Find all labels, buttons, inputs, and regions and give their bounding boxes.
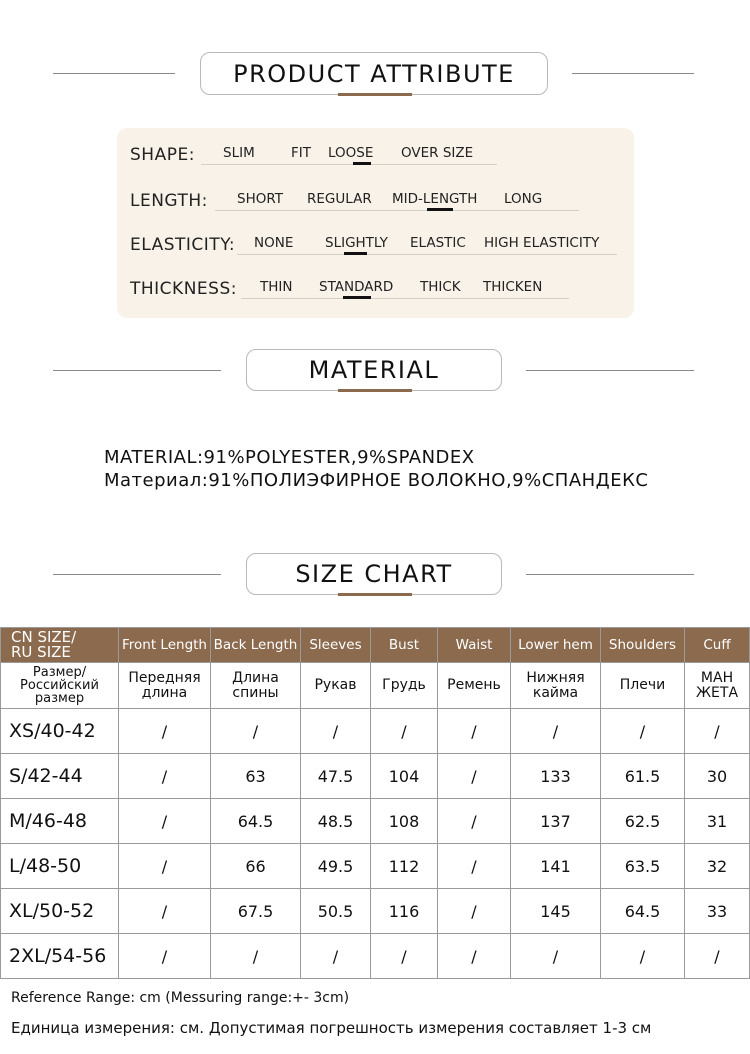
column-header: Sleeves xyxy=(301,628,371,663)
measurement-cell: 30 xyxy=(685,754,750,799)
measurement-cell: / xyxy=(119,934,211,979)
column-header: Cuff xyxy=(685,628,750,663)
attribute-label: SHAPE: xyxy=(130,145,195,165)
column-header: CN SIZE/ RU SIZE xyxy=(1,628,119,663)
attribute-option: SLIM xyxy=(223,145,255,161)
measurement-cell: / xyxy=(211,934,301,979)
reference-note-ru: Единица измерения: см. Допустимая погрешность измерения составляет 1-3 см xyxy=(11,1019,652,1037)
measurement-cell: 112 xyxy=(371,844,438,889)
table-header-row xyxy=(1,628,750,663)
measurement-cell: / xyxy=(371,934,438,979)
measurement-cell: / xyxy=(119,709,211,754)
size-cell: XS/40-42 xyxy=(1,709,119,754)
measurement-cell: 63.5 xyxy=(601,844,685,889)
measurement-cell: 50.5 xyxy=(301,889,371,934)
column-header-ru: Рукав xyxy=(301,663,371,709)
section-accent xyxy=(338,389,412,392)
column-header-ru: Грудь xyxy=(371,663,438,709)
size-chart-table xyxy=(0,627,750,979)
attribute-label: ELASTICITY: xyxy=(130,235,236,255)
attribute-option: THICK xyxy=(420,279,461,295)
attribute-option: SHORT xyxy=(237,191,283,207)
measurement-cell: / xyxy=(511,709,601,754)
divider-left xyxy=(53,574,221,575)
attribute-panel xyxy=(117,128,634,318)
material-text-ru: Материал:91%ПОЛИЭФИРНОЕ ВОЛОКНО,9%СПАНДЕКС xyxy=(104,470,649,491)
divider-right xyxy=(572,73,694,74)
column-header-ru: Ремень xyxy=(438,663,511,709)
attribute-option: REGULAR xyxy=(307,191,372,207)
measurement-cell: 64.5 xyxy=(211,799,301,844)
table-row xyxy=(1,889,750,934)
measurement-cell: / xyxy=(301,709,371,754)
column-header: Front Length xyxy=(119,628,211,663)
column-header-ru: Размер/ Российский размер xyxy=(1,663,119,709)
measurement-cell: 104 xyxy=(371,754,438,799)
divider-right xyxy=(526,370,694,371)
section-accent xyxy=(338,93,412,96)
attribute-option: FIT xyxy=(291,145,311,161)
measurement-cell: 141 xyxy=(511,844,601,889)
section-title-product-attribute: PRODUCT ATTRIBUTE xyxy=(200,52,548,95)
measurement-cell: 67.5 xyxy=(211,889,301,934)
attribute-label: THICKNESS: xyxy=(130,279,237,299)
measurement-cell: 48.5 xyxy=(301,799,371,844)
measurement-cell: 137 xyxy=(511,799,601,844)
measurement-cell: 64.5 xyxy=(601,889,685,934)
attribute-option: MID-LENGTH xyxy=(392,191,478,207)
size-cell: 2XL/54-56 xyxy=(1,934,119,979)
section-accent xyxy=(338,593,412,596)
measurement-cell: / xyxy=(685,934,750,979)
attribute-underline xyxy=(201,164,497,165)
size-cell: XL/50-52 xyxy=(1,889,119,934)
section-title-size-chart: SIZE CHART xyxy=(246,553,502,595)
table-row xyxy=(1,754,750,799)
column-header: Lower hem xyxy=(511,628,601,663)
size-cell: M/46-48 xyxy=(1,799,119,844)
measurement-cell: / xyxy=(601,709,685,754)
column-header-ru: Длина спины xyxy=(211,663,301,709)
selected-option-marker xyxy=(427,208,453,211)
attribute-label: LENGTH: xyxy=(130,191,208,211)
measurement-cell: / xyxy=(371,709,438,754)
measurement-cell: 32 xyxy=(685,844,750,889)
measurement-cell: 66 xyxy=(211,844,301,889)
column-header-ru: МАН ЖЕТА xyxy=(685,663,750,709)
table-row xyxy=(1,709,750,754)
divider-left xyxy=(53,73,175,74)
attribute-underline xyxy=(237,254,617,255)
size-cell: S/42-44 xyxy=(1,754,119,799)
table-row xyxy=(1,799,750,844)
attribute-option: ELASTIC xyxy=(410,235,466,251)
measurement-cell: 145 xyxy=(511,889,601,934)
column-header: Shoulders xyxy=(601,628,685,663)
measurement-cell: / xyxy=(438,709,511,754)
column-header-ru: Нижняя кайма xyxy=(511,663,601,709)
material-text-en: MATERIAL:91%POLYESTER,9%SPANDEX xyxy=(104,447,475,468)
table-header-ru-row xyxy=(1,663,750,709)
section-title-material: MATERIAL xyxy=(246,349,502,391)
measurement-cell: 108 xyxy=(371,799,438,844)
selected-option-marker xyxy=(343,296,371,299)
divider-right xyxy=(526,574,694,575)
attribute-option: THIN xyxy=(260,279,293,295)
attribute-option: HIGH ELASTICITY xyxy=(484,235,600,251)
attribute-option: LONG xyxy=(504,191,543,207)
measurement-cell: / xyxy=(119,844,211,889)
measurement-cell: 61.5 xyxy=(601,754,685,799)
attribute-option: OVER SIZE xyxy=(401,145,474,161)
attribute-underline xyxy=(241,298,569,299)
attribute-option: SLIGHTLY xyxy=(325,235,388,251)
column-header-ru: Передняя длина xyxy=(119,663,211,709)
measurement-cell: 62.5 xyxy=(601,799,685,844)
measurement-cell: / xyxy=(301,934,371,979)
measurement-cell: / xyxy=(119,889,211,934)
measurement-cell: 47.5 xyxy=(301,754,371,799)
measurement-cell: / xyxy=(119,799,211,844)
attribute-underline xyxy=(215,210,579,211)
attribute-option: STANDARD xyxy=(319,279,394,295)
table-row xyxy=(1,844,750,889)
column-header: Bust xyxy=(371,628,438,663)
measurement-cell: / xyxy=(438,754,511,799)
measurement-cell: / xyxy=(438,844,511,889)
divider-left xyxy=(53,370,221,371)
attribute-option: THICKEN xyxy=(483,279,543,295)
measurement-cell: 133 xyxy=(511,754,601,799)
table-row xyxy=(1,934,750,979)
measurement-cell: / xyxy=(438,934,511,979)
measurement-cell: 49.5 xyxy=(301,844,371,889)
measurement-cell: / xyxy=(438,889,511,934)
measurement-cell: / xyxy=(211,709,301,754)
measurement-cell: / xyxy=(685,709,750,754)
size-cell: L/48-50 xyxy=(1,844,119,889)
measurement-cell: / xyxy=(511,934,601,979)
measurement-cell: 116 xyxy=(371,889,438,934)
column-header-ru: Плечи xyxy=(601,663,685,709)
measurement-cell: 33 xyxy=(685,889,750,934)
attribute-option: NONE xyxy=(254,235,294,251)
attribute-option: LOOSE xyxy=(328,145,374,161)
measurement-cell: 31 xyxy=(685,799,750,844)
column-header: Back Length xyxy=(211,628,301,663)
measurement-cell: / xyxy=(119,754,211,799)
measurement-cell: / xyxy=(601,934,685,979)
selected-option-marker xyxy=(353,162,371,165)
reference-note-en: Reference Range: cm (Messuring range:+- 3cm) xyxy=(11,990,350,1006)
measurement-cell: / xyxy=(438,799,511,844)
measurement-cell: 63 xyxy=(211,754,301,799)
column-header: Waist xyxy=(438,628,511,663)
selected-option-marker xyxy=(344,252,367,255)
